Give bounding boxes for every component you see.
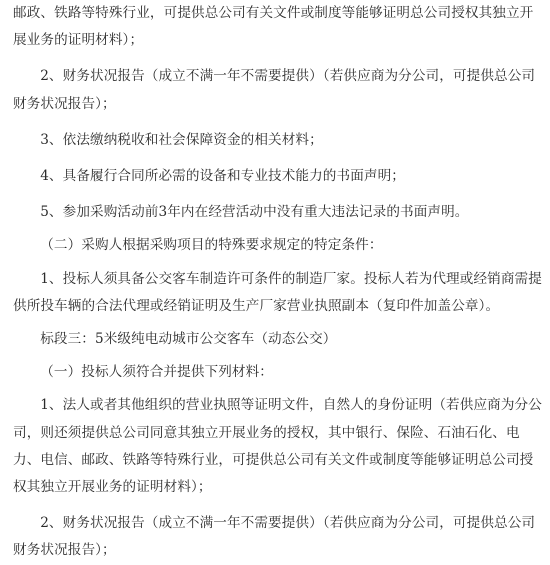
paragraph-item-5: 5、参加采购活动前3年内在经营活动中没有重大违法记录的书面声明。 (40, 204, 469, 221)
paragraph-continuation: 邮政、铁路等特殊行业，可提供总公司有关文件或制度等能够证明总公司授权其独立开展业务的证明材料）； (13, 5, 534, 49)
paragraph-item-2: 2、财务状况报告（成立不满一年不需要提供）（若供应商为分公司，可提供总公司财务状况报告）； (13, 68, 536, 112)
section-heading-required-materials: （一）投标人须符合并提供下列材料： (40, 364, 273, 381)
paragraph-item-3: 3、依法缴纳税收和社会保障资金的相关材料； (40, 131, 323, 148)
section-heading-special-conditions: （二）采购人根据采购项目的特殊要求规定的特定条件： (40, 237, 383, 254)
lot-three-heading: 标段三：5米级纯电动城市公交客车（动态公交） (40, 331, 337, 348)
paragraph-lot3-item-2: 2、财务状况报告（成立不满一年不需要提供）（若供应商为分公司，可提供总公司财务状况报告）； (13, 515, 536, 559)
paragraph-special-condition-1: 1、投标人须具备公交客车制造许可条件的制造厂家。投标人若为代理或经销商需提供所投车辆的合法代理或经销证明及生产厂家营业执照副本（复印件加盖公章）。 (13, 270, 542, 314)
paragraph-item-4: 4、具备履行合同所必需的设备和专业技术能力的书面声明； (40, 168, 405, 185)
paragraph-lot3-item-1: 1、法人或者其他组织的营业执照等证明文件，自然人的身份证明（若供应商为分公司，则还须提供总公司同意其独立开展业务的授权，其中银行、保险、石油石化、电力、电信、邮政、铁路等特殊行业，可提供总公司有关文件或制度等能够证明总公司授权其独立开展业务的证明材料）； (13, 397, 542, 496)
